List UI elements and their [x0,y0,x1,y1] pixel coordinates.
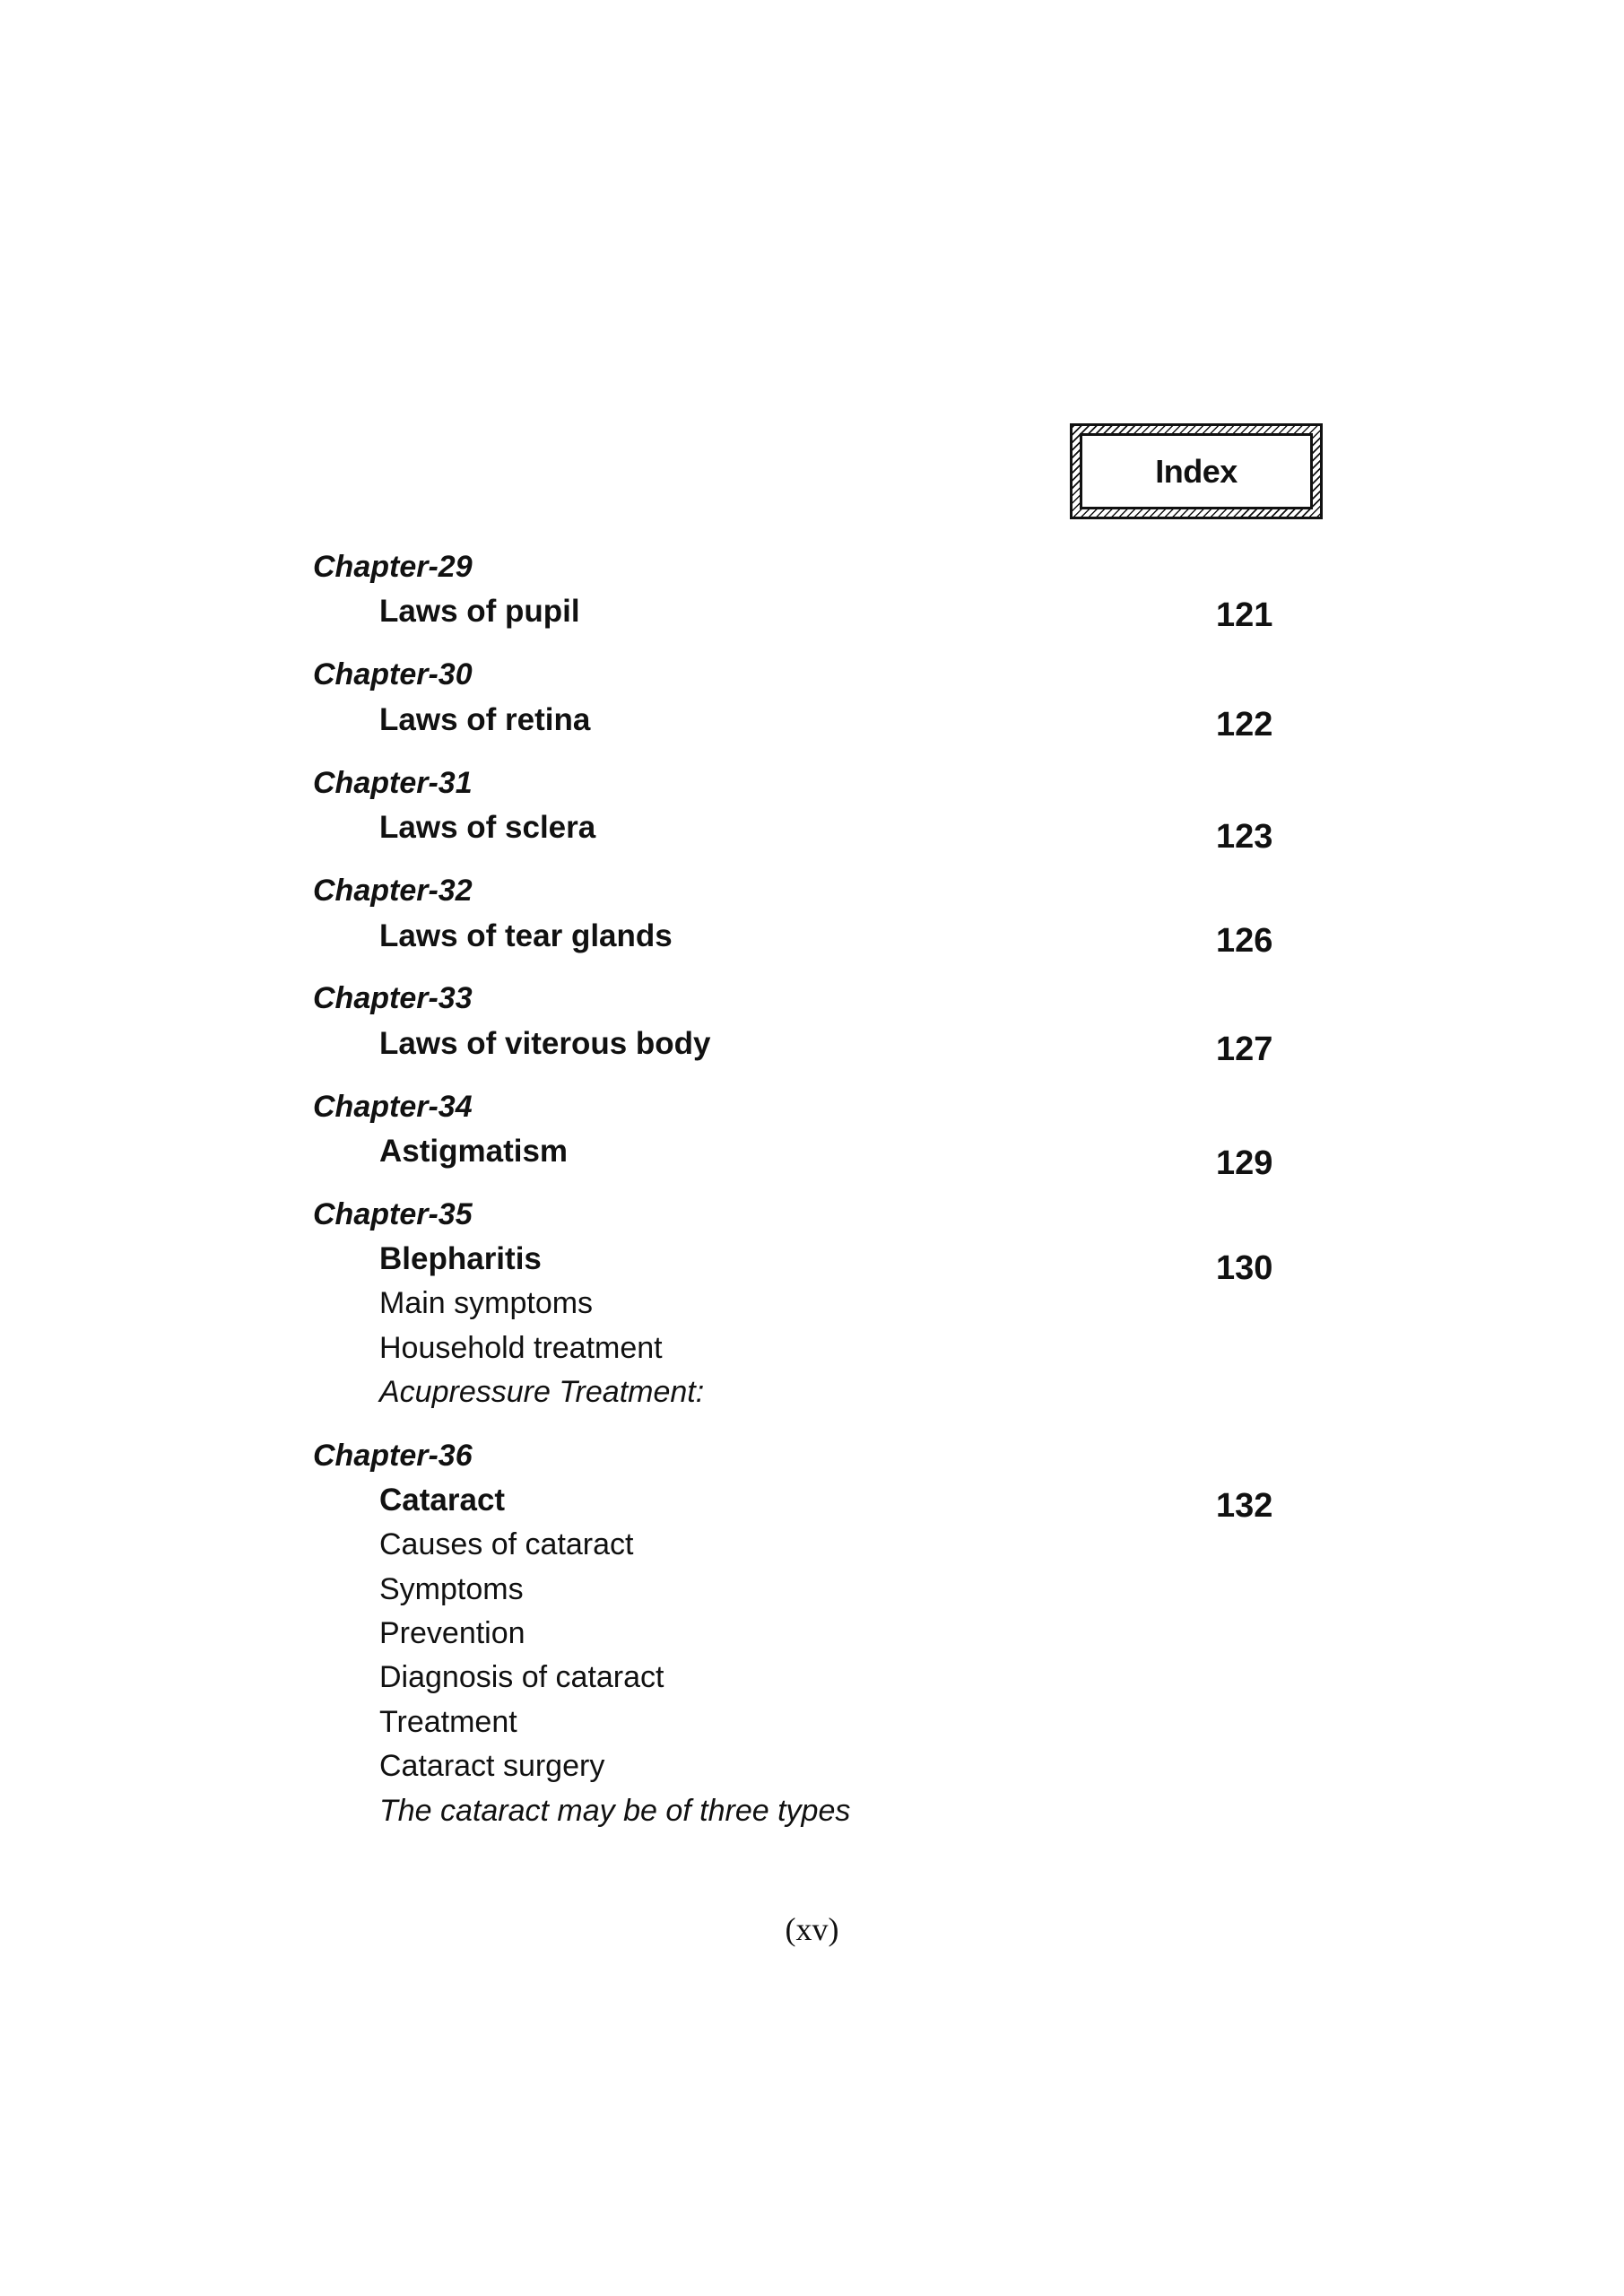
chapter-title: Laws of pupil [379,594,580,629]
chapter-label: Chapter-30 [313,657,473,691]
subtopic: Main symptoms [379,1286,594,1320]
chapter-label: Chapter-32 [313,874,473,908]
chapter-title: Blepharitis [379,1241,542,1276]
page-number: 121 [1216,596,1273,634]
page-number: 123 [1216,818,1273,856]
page-number: 127 [1216,1031,1273,1068]
subtopic-italic: Acupressure Treatment: [379,1375,705,1409]
chapter-label: Chapter-35 [313,1197,473,1231]
chapter-label: Chapter-33 [313,981,473,1015]
page-number: 132 [1216,1487,1273,1525]
subtopic: Treatment [379,1705,517,1739]
chapter-label: Chapter-36 [313,1439,473,1473]
page-footer-number: (xv) [785,1911,839,1947]
page-number: 122 [1216,706,1273,744]
subtopic: Household treatment [379,1331,663,1365]
subtopic: Symptoms [379,1572,524,1606]
chapter-title: Laws of viterous body [379,1026,711,1061]
index-header-label: Index [1080,433,1313,509]
chapter-label: Chapter-34 [313,1090,473,1124]
chapter-title: Laws of retina [379,702,591,737]
page-number: 130 [1216,1249,1273,1287]
chapter-label: Chapter-31 [313,766,473,800]
chapter-title: Astigmatism [379,1134,569,1169]
chapter-label: Chapter-29 [313,550,473,584]
subtopic-italic: The cataract may be of three types [379,1794,851,1828]
subtopic: Cataract surgery [379,1749,605,1783]
chapter-title: Laws of sclera [379,810,596,845]
subtopic: Diagnosis of cataract [379,1660,664,1694]
chapter-title: Laws of tear glands [379,918,673,953]
page-number: 129 [1216,1144,1273,1182]
subtopic: Causes of cataract [379,1527,634,1561]
chapter-title: Cataract [379,1483,506,1518]
page-number: 126 [1216,922,1273,960]
subtopic: Prevention [379,1616,525,1650]
